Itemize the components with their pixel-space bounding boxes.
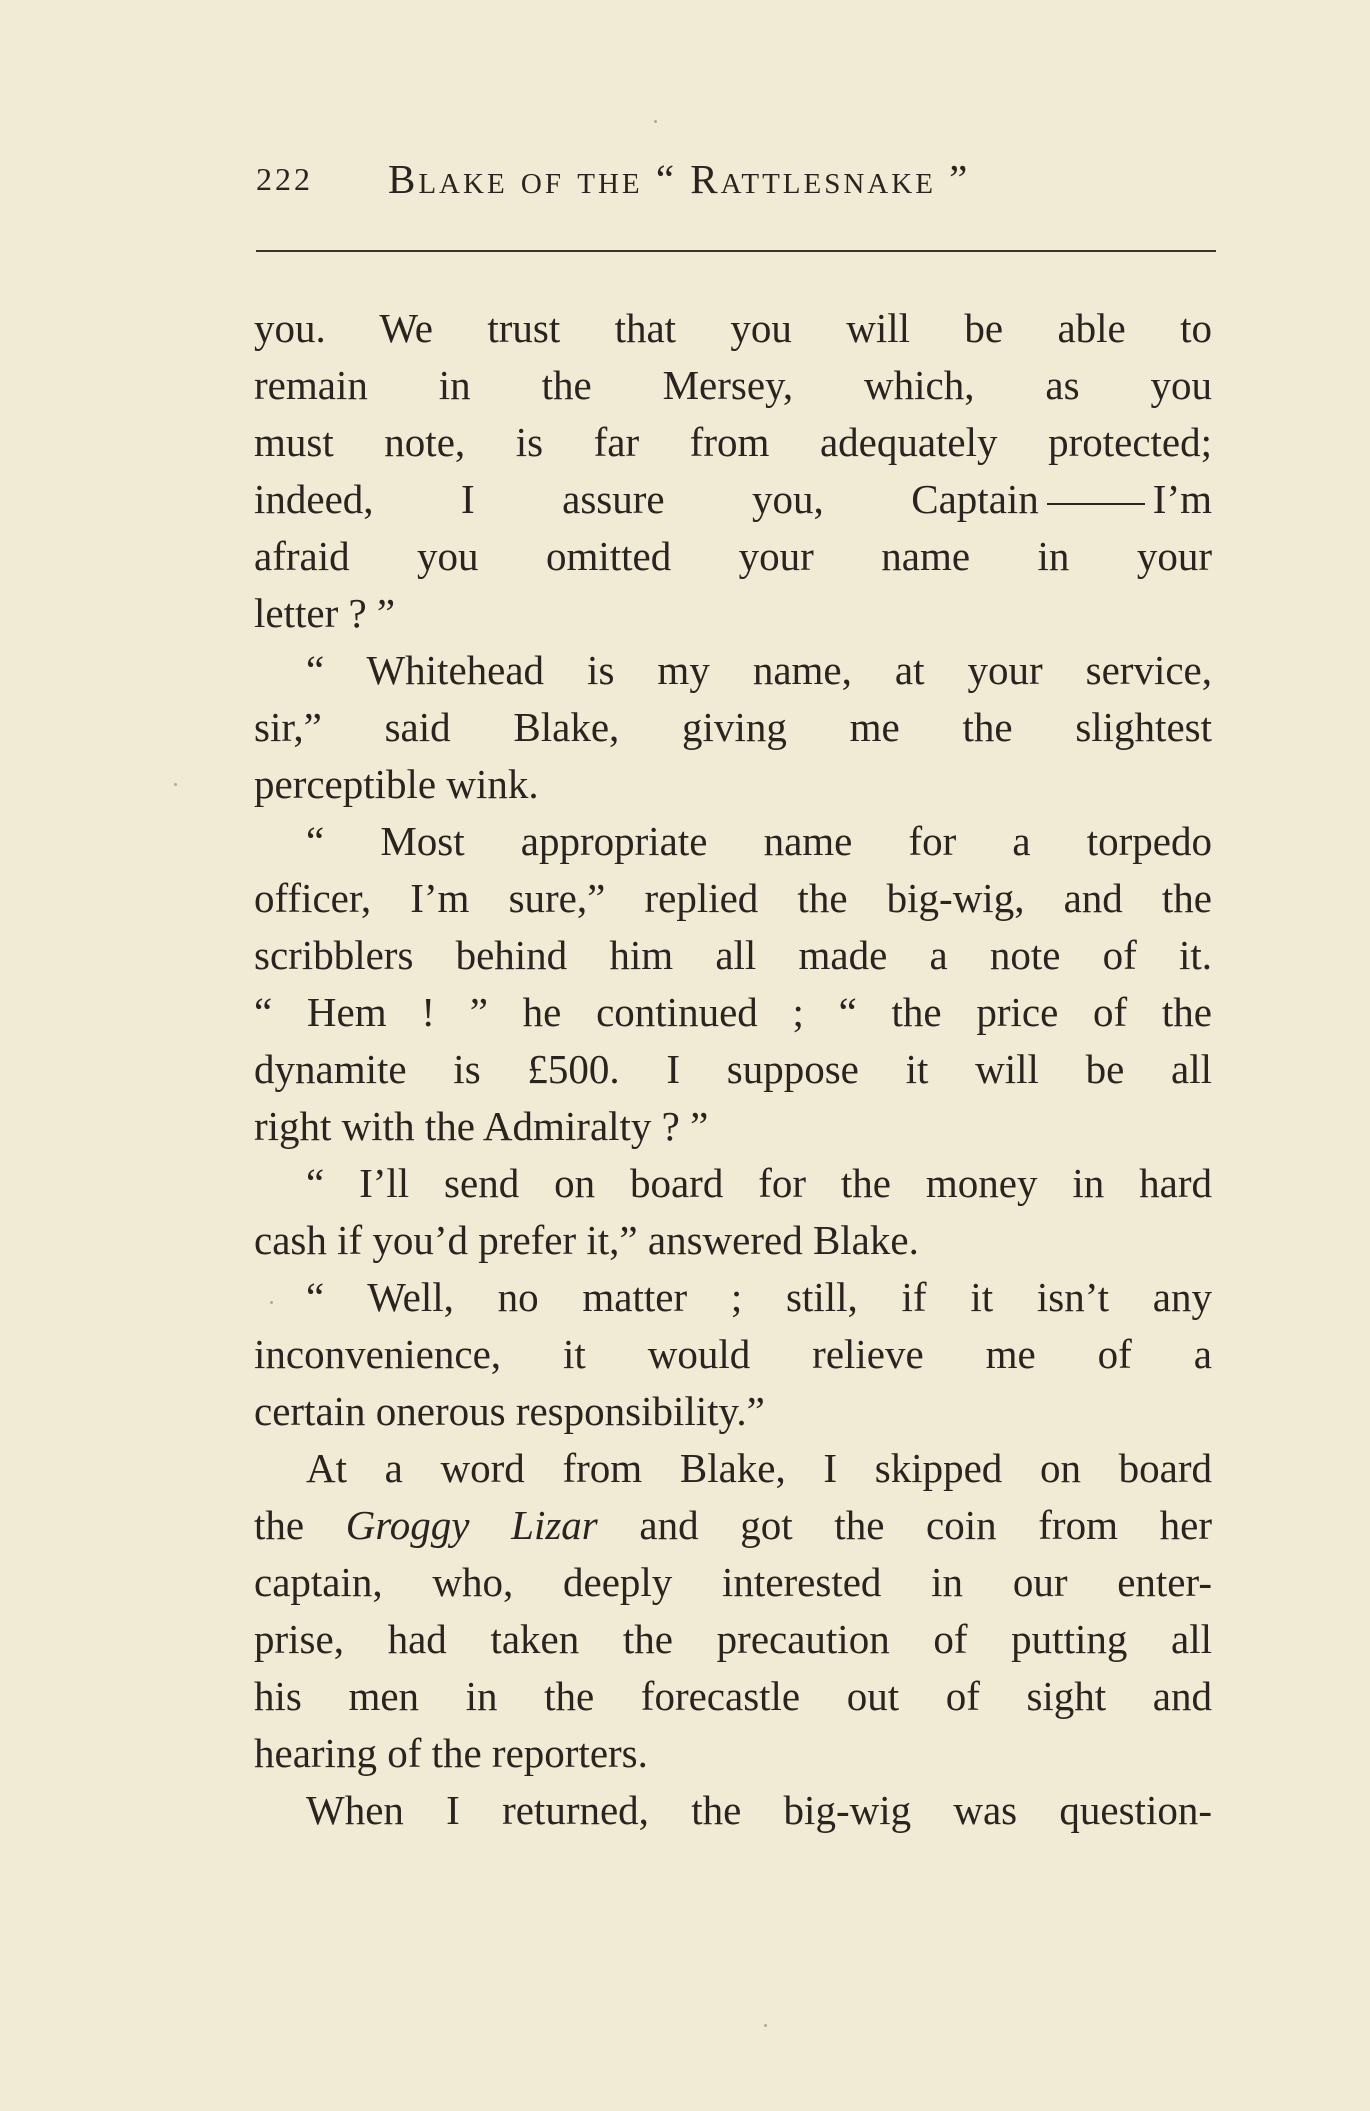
text-line: must note, is far from adequately protected; xyxy=(254,419,1212,465)
text-line: “ Most appropriate name for a torpedo xyxy=(306,818,1212,864)
text-segment: the xyxy=(254,1502,305,1548)
text-segment: indeed, I assure you, Captain xyxy=(254,476,1039,522)
text-line: remain in the Mersey, which, as you xyxy=(254,362,1212,408)
text-line: “ Well, no matter ; still, if it isn’t any xyxy=(306,1274,1212,1320)
paper-speck xyxy=(174,783,177,786)
text-line: prise, had taken the precaution of putting all xyxy=(254,1616,1212,1662)
text-line: scribblers behind him all made a note of it. xyxy=(254,932,1212,978)
text-line: At a word from Blake, I skipped on board xyxy=(306,1445,1212,1491)
header-rule xyxy=(256,250,1216,252)
paper-speck xyxy=(654,120,657,123)
text-line: When I returned, the big-wig was question- xyxy=(306,1787,1212,1833)
text-segment: and got the coin from her xyxy=(639,1502,1212,1548)
running-head xyxy=(256,155,1216,215)
text-line: hearing of the reporters. xyxy=(254,1730,648,1776)
ship-name: Groggy Lizar xyxy=(345,1502,598,1548)
text-line: afraid you omitted your name in your xyxy=(254,533,1212,579)
text-line: you. We trust that you will be able to xyxy=(254,305,1212,351)
text-line: letter ? ” xyxy=(254,590,396,636)
text-line: perceptible wink. xyxy=(254,761,539,807)
running-title: Blake of the “ Rattlesnake ” xyxy=(388,156,971,202)
text-segment: I’m xyxy=(1152,476,1212,522)
text-line xyxy=(254,1497,1212,1554)
paper-speck xyxy=(764,2024,767,2027)
text-line: his men in the forecastle out of sight and xyxy=(254,1673,1212,1719)
text-line: inconvenience, it would relieve me of a xyxy=(254,1331,1212,1377)
text-line: “ Hem ! ” he continued ; “ the price of the xyxy=(254,989,1212,1035)
body-text xyxy=(254,300,1212,1839)
text-line: dynamite is £500. I suppose it will be all xyxy=(254,1046,1212,1092)
text-line xyxy=(254,471,1212,528)
text-line: cash if you’d prefer it,” answered Blake. xyxy=(254,1217,919,1263)
text-line: right with the Admiralty ? ” xyxy=(254,1103,709,1149)
text-line: “ I’ll send on board for the money in hard xyxy=(306,1160,1212,1206)
text-line: certain onerous responsibility.” xyxy=(254,1388,765,1434)
em-dash-rule xyxy=(1047,503,1145,505)
paper-speck xyxy=(270,1301,273,1304)
text-line: “ Whitehead is my name, at your service, xyxy=(306,647,1212,693)
text-line: sir,” said Blake, giving me the slightest xyxy=(254,704,1212,750)
text-line: captain, who, deeply interested in our enter- xyxy=(254,1559,1212,1605)
text-line: officer, I’m sure,” replied the big-wig, and the xyxy=(254,875,1212,921)
page-number: 222 xyxy=(256,161,313,197)
